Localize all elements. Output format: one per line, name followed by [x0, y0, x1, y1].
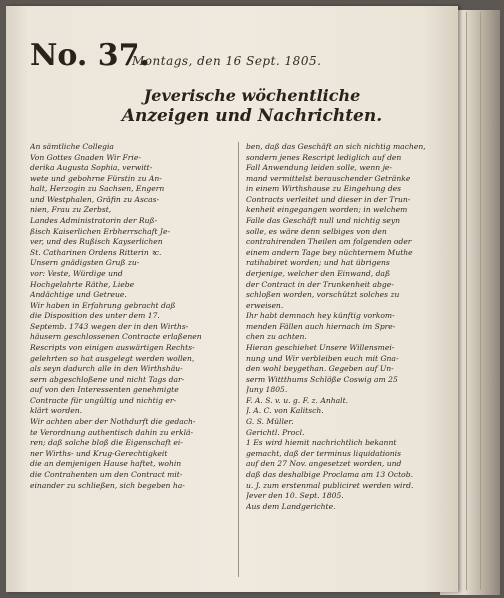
text-line: solle, es wäre denn selbiges von den — [246, 226, 387, 236]
text-line: wete und gebohrne Fürstin zu An- — [30, 173, 162, 183]
text-line: gelehrten so hat ausgelegt werden wollen, — [30, 353, 195, 363]
text-line: derika Augusta Sophia, verwitt- — [30, 163, 153, 173]
newspaper-title-line1: Jeverische wöchentliche — [143, 86, 361, 105]
text-line: klärt worden. — [30, 406, 83, 416]
text-line: sern abgeschloßene und nicht Tags dar- — [30, 374, 185, 384]
text-line: erweisen. — [246, 300, 284, 310]
text-line: halt, Herzogin zu Sachsen, Engern — [30, 184, 165, 194]
text-line: als seyn dadurch alle in den Wirthshäu- — [30, 364, 183, 374]
text-line: Septemb. 1743 wegen der in den Wirths- — [30, 321, 189, 331]
text-line: serm Wittthums Schlöße Coswig am 25 — [246, 374, 398, 384]
text-line: Ihr habt demnach hey künftig vorkom- — [246, 311, 395, 321]
text-line: Landes Administratorin der Ruß- — [30, 216, 158, 226]
text-line: contrahirenden Theilen am folgenden oder — [246, 237, 412, 247]
text-line: Contracts verleitet und dieser in der Trun- — [246, 194, 411, 204]
text-line: J. A. C. von Kalitsch. — [246, 406, 324, 416]
text-line: 1 Es wird hiemit nachrichtlich bekannt — [246, 438, 397, 448]
text-line: Andächtige und Getreue. — [30, 290, 127, 300]
text-line: den wohl beygethan. Gegeben auf Un- — [246, 364, 394, 374]
text-line: vor: Veste, Würdige und — [30, 268, 123, 278]
text-line: ben, daß das Geschäft an sich nichtig machen, — [246, 142, 426, 151]
text-line: auf den 27 Nov. angesetzet worden, und — [246, 459, 402, 469]
text-line: te Verordnung authentisch dahin zu erklä- — [30, 427, 194, 437]
text-line: Juny 1805. — [246, 385, 288, 395]
text-line: u. J. zum erstenmal publiciret werden wird. — [246, 480, 414, 490]
text-line: in einem Wirthshause zu Eingehung des — [246, 184, 402, 194]
text-line: daß das deshalbige Proclama am 13 Octob. — [246, 469, 413, 479]
text-line: St. Catharinen Ordens Ritterin ꝛc. — [30, 247, 162, 257]
text-line: ßisch Kaiserlichen Erbherrschaft Je- — [30, 226, 171, 236]
text-line: mand vermittelst berauschender Getränke — [246, 173, 411, 183]
text-line: die an demjenigen Hause haftet, wohin — [30, 459, 182, 469]
text-line: kenheit eingegangen worden; in welchem — [246, 205, 408, 215]
text-line: ver, und des Rußisch Kayserlichen — [30, 237, 163, 247]
right-column-text — [246, 142, 446, 512]
text-line: Gerichtl. Procl. — [246, 427, 305, 437]
text-line: Wir haben in Erfahrung gebracht daß — [30, 300, 176, 310]
text-line: F. A. S. v. u. g. F. z. Anhalt. — [246, 395, 349, 405]
text-line: nien, Frau zu Zerbst, — [30, 205, 112, 215]
masthead — [30, 38, 430, 76]
text-line: chen zu achten. — [246, 332, 307, 342]
text-line: der Contract in der Trunkenheit abge- — [246, 279, 394, 289]
text-line: An sämtliche Collegia — [30, 142, 114, 151]
column-divider — [238, 142, 239, 577]
text-line: G. S. Müller. — [246, 417, 294, 427]
text-line: einander zu schließen, sich begeben ha- — [30, 480, 185, 490]
text-line: Unsern gnädigsten Gruß zu- — [30, 258, 140, 268]
text-line: derjenige, welcher den Einwand, daß — [246, 268, 391, 278]
text-line: nung und Wir verbleiben euch mit Gna- — [246, 353, 399, 363]
text-line: sondern jenes Rescript lediglich auf den — [246, 152, 402, 162]
text-line: Aus dem Landgerichte. — [246, 501, 336, 511]
newspaper-title-line2: Anzeigen und Nachrichten. — [121, 106, 383, 126]
text-line: auf von den Interessenten genehmigte — [30, 385, 179, 395]
text-line: und Westphalen, Gräfin zu Ascas- — [30, 194, 160, 204]
text-line: ren; daß solche bloß die Eigenschaft ei- — [30, 438, 183, 448]
text-line: die Disposition des unter dem 17. — [30, 311, 160, 321]
text-line: ner Wirths- und Krug-Gerechtigkeit — [30, 448, 168, 458]
text-line: Von Gottes Gnaden Wir Frie- — [30, 152, 141, 162]
text-line: einem andern Tage bey nüchternem Muthe — [246, 247, 413, 257]
text-line: gemacht, daß der terminus liquidationis — [246, 448, 401, 458]
left-column-text — [30, 142, 234, 491]
text-line: Wir achten aber der Nothdurft die gedach- — [30, 417, 196, 427]
text-line: ratihabiret worden; und hat übrigens — [246, 258, 390, 268]
text-line: Contracte für ungültig und nichtig er- — [30, 395, 177, 405]
issue-date: Montags, den 16 Sept. 1805. — [132, 54, 322, 68]
text-line: menden Fällen auch hiernach im Spre- — [246, 321, 396, 331]
issue-number: No. 37. — [30, 38, 150, 73]
text-line: schloßen worden, vorschützt solches zu — [246, 290, 400, 300]
text-line: Hochgelahrte Räthe, Liebe — [30, 279, 135, 289]
text-line: Jever den 10. Sept. 1805. — [246, 491, 344, 501]
text-line: häusern geschlossenen Contracte erlaßenen — [30, 332, 202, 342]
text-line: Fall Anwendung leiden solle, wenn je- — [246, 163, 392, 173]
text-line: Falle das Geschäft null und nichtig seyn — [246, 216, 401, 226]
text-line: Hieran geschiehet Unsere Willensmei- — [246, 342, 395, 352]
text-line: die Contrahenten um den Contract mit- — [30, 469, 183, 479]
text-line: Rescripts von einigen auswärtigen Rechts- — [30, 342, 195, 352]
